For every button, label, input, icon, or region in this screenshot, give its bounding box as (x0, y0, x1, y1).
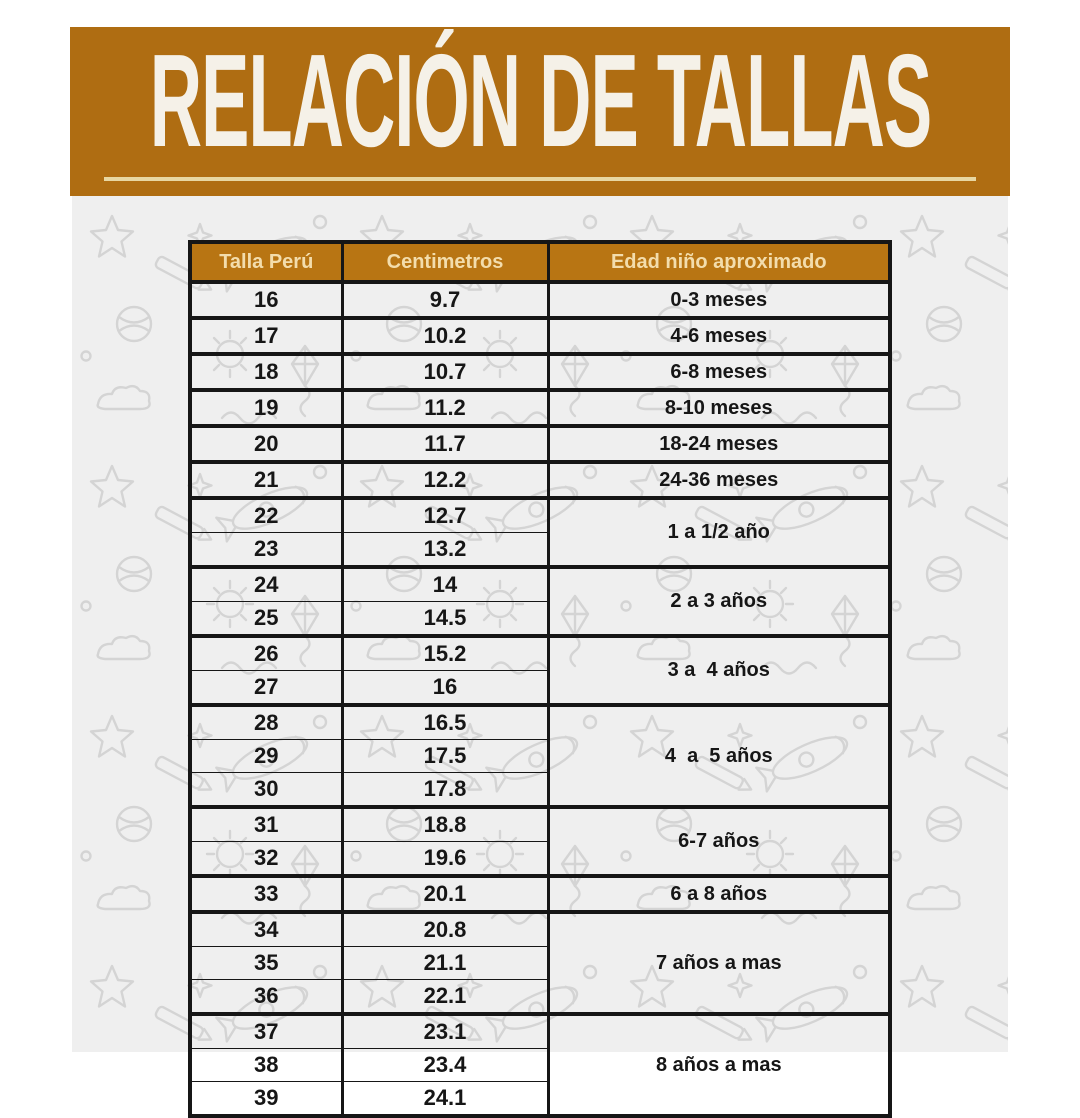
centimetros-cell: 16 (342, 671, 548, 706)
header-edad-aproximado: Edad niño aproximado (548, 242, 890, 282)
talla-peru-cell: 23 (190, 533, 342, 568)
talla-peru-cell: 37 (190, 1014, 342, 1049)
edad-cell: 8-10 meses (548, 390, 890, 426)
table-row (190, 567, 890, 602)
table-row (190, 354, 890, 390)
centimetros-cell: 12.7 (342, 498, 548, 533)
centimetros-cell: 17.5 (342, 740, 548, 773)
centimetros-cell: 21.1 (342, 947, 548, 980)
talla-peru-cell: 19 (190, 390, 342, 426)
talla-peru-cell: 32 (190, 842, 342, 877)
edad-cell: 6 a 8 años (548, 876, 890, 912)
centimetros-cell: 10.7 (342, 354, 548, 390)
centimetros-cell: 23.4 (342, 1049, 548, 1082)
talla-peru-cell: 30 (190, 773, 342, 808)
talla-peru-cell: 22 (190, 498, 342, 533)
table-row (190, 912, 890, 947)
centimetros-cell: 20.1 (342, 876, 548, 912)
talla-peru-cell: 39 (190, 1082, 342, 1117)
table-row (190, 498, 890, 533)
talla-peru-cell: 21 (190, 462, 342, 498)
centimetros-cell: 14.5 (342, 602, 548, 637)
centimetros-cell: 22.1 (342, 980, 548, 1015)
edad-cell: 3 a 4 años (548, 636, 890, 705)
table-row (190, 426, 890, 462)
talla-peru-cell: 24 (190, 567, 342, 602)
centimetros-cell: 10.2 (342, 318, 548, 354)
edad-cell: 2 a 3 años (548, 567, 890, 636)
centimetros-cell: 15.2 (342, 636, 548, 671)
talla-peru-cell: 33 (190, 876, 342, 912)
table-row (190, 1014, 890, 1049)
table-row (190, 876, 890, 912)
table-row (190, 636, 890, 671)
talla-peru-cell: 27 (190, 671, 342, 706)
talla-peru-cell: 28 (190, 705, 342, 740)
centimetros-cell: 13.2 (342, 533, 548, 568)
edad-cell: 8 años a mas (548, 1014, 890, 1116)
centimetros-cell: 24.1 (342, 1082, 548, 1117)
edad-cell: 6-8 meses (548, 354, 890, 390)
centimetros-cell: 19.6 (342, 842, 548, 877)
table-row (190, 282, 890, 318)
talla-peru-cell: 34 (190, 912, 342, 947)
centimetros-cell: 12.2 (342, 462, 548, 498)
talla-peru-cell: 26 (190, 636, 342, 671)
talla-peru-cell: 35 (190, 947, 342, 980)
edad-cell: 7 años a mas (548, 912, 890, 1014)
talla-peru-cell: 25 (190, 602, 342, 637)
talla-peru-cell: 38 (190, 1049, 342, 1082)
centimetros-cell: 23.1 (342, 1014, 548, 1049)
talla-peru-cell: 31 (190, 807, 342, 842)
talla-peru-cell: 36 (190, 980, 342, 1015)
edad-cell: 24-36 meses (548, 462, 890, 498)
table-row (190, 462, 890, 498)
edad-cell: 4 a 5 años (548, 705, 890, 807)
header-centimetros: Centimetros (342, 242, 548, 282)
table-row (190, 705, 890, 740)
edad-cell: 6-7 años (548, 807, 890, 876)
doodle-background-panel (72, 196, 1008, 1110)
size-chart-table (188, 240, 892, 1118)
table-header-row (190, 242, 890, 282)
centimetros-cell: 11.7 (342, 426, 548, 462)
title-banner (70, 27, 1010, 196)
centimetros-cell: 16.5 (342, 705, 548, 740)
table-row (190, 318, 890, 354)
edad-cell: 0-3 meses (548, 282, 890, 318)
talla-peru-cell: 16 (190, 282, 342, 318)
header-talla-peru: Talla Perú (190, 242, 342, 282)
page-title: RELACIÓN DE TALLAS (149, 26, 931, 174)
table-row (190, 807, 890, 842)
centimetros-cell: 9.7 (342, 282, 548, 318)
table-row (190, 390, 890, 426)
size-table-body (190, 282, 890, 1116)
edad-cell: 1 a 1/2 año (548, 498, 890, 567)
talla-peru-cell: 29 (190, 740, 342, 773)
talla-peru-cell: 20 (190, 426, 342, 462)
talla-peru-cell: 18 (190, 354, 342, 390)
edad-cell: 18-24 meses (548, 426, 890, 462)
centimetros-cell: 14 (342, 567, 548, 602)
centimetros-cell: 11.2 (342, 390, 548, 426)
centimetros-cell: 20.8 (342, 912, 548, 947)
title-underline (104, 177, 976, 181)
talla-peru-cell: 17 (190, 318, 342, 354)
centimetros-cell: 17.8 (342, 773, 548, 808)
centimetros-cell: 18.8 (342, 807, 548, 842)
edad-cell: 4-6 meses (548, 318, 890, 354)
